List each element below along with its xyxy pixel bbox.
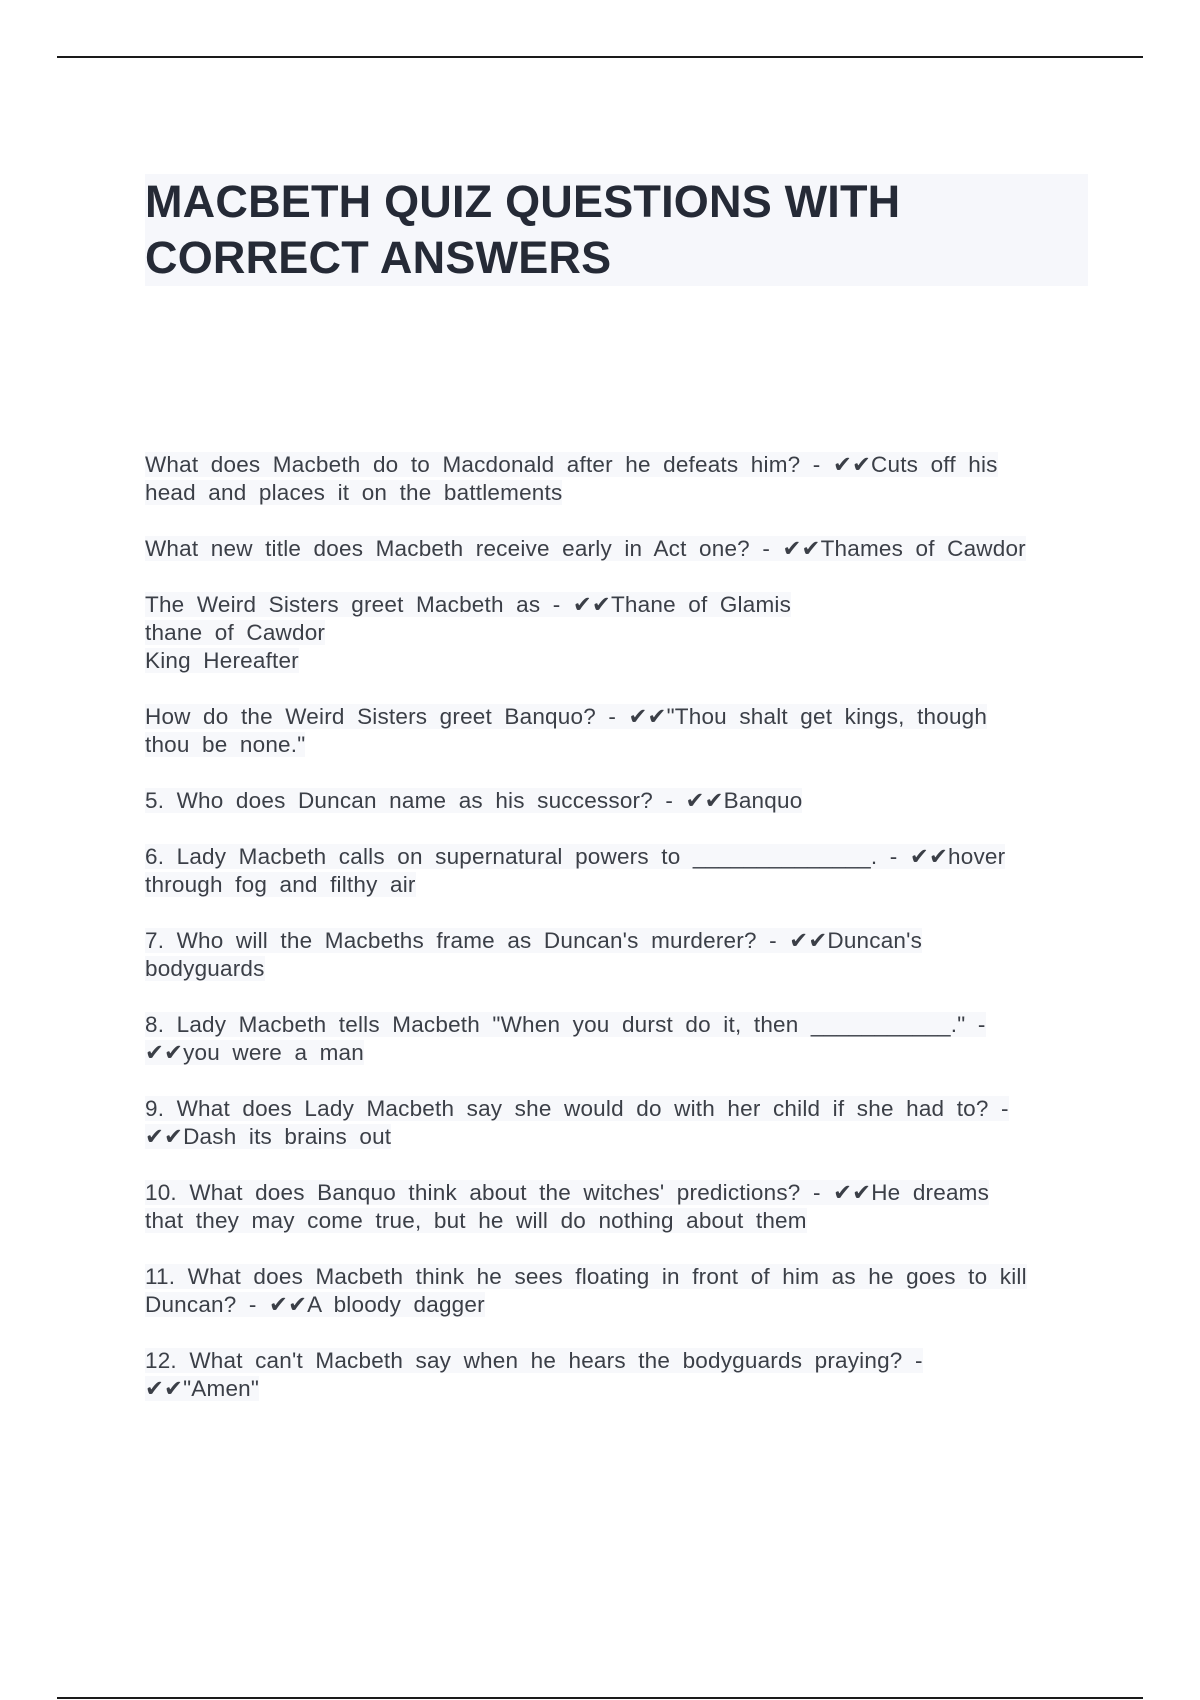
qa-text: 12. What can't Macbeth say when he hears the bodyguards praying? - ✔✔"Amen" [145, 1348, 923, 1401]
qa-text: 6. Lady Macbeth calls on supernatural powers to ______________. - ✔✔hover through fog and filthy air [145, 844, 1006, 897]
qa-item [145, 1263, 1085, 1319]
bottom-rule [57, 1697, 1143, 1699]
qa-item [145, 1011, 1085, 1067]
qa-text: What does Macbeth do to Macdonald after he defeats him? - ✔✔Cuts off his head and places it on the battlements [145, 452, 998, 505]
qa-item [145, 703, 1085, 759]
qa-text: 11. What does Macbeth think he sees floating in front of him as he goes to kill Duncan? - ✔✔A bloody dagger [145, 1264, 1027, 1317]
qa-item [145, 1347, 1085, 1403]
qa-item [145, 535, 1085, 563]
title-block [145, 174, 1088, 286]
qa-text: How do the Weird Sisters greet Banquo? - ✔✔"Thou shalt get kings, though thou be none." [145, 704, 988, 757]
qa-item [145, 843, 1085, 899]
qa-item [145, 1179, 1085, 1235]
qa-item [145, 1095, 1085, 1151]
qa-text: 8. Lady Macbeth tells Macbeth "When you durst do it, then ___________." - ✔✔you were a man [145, 1012, 986, 1065]
qa-text: 10. What does Banquo think about the witches' predictions? - ✔✔He dreams that they may come true, but he will do nothing about them [145, 1180, 990, 1233]
qa-text: 9. What does Lady Macbeth say she would do with her child if she had to? - ✔✔Dash its brains out [145, 1096, 1009, 1149]
qa-text: 7. Who will the Macbeths frame as Duncan's murderer? - ✔✔Duncan's bodyguards [145, 928, 923, 981]
document-title: MACBETH QUIZ QUESTIONS WITH CORRECT ANSWERS [145, 176, 901, 283]
qa-item [145, 451, 1085, 507]
qa-item [145, 927, 1085, 983]
qa-list [145, 451, 1085, 1431]
qa-item [145, 787, 1085, 815]
qa-text: The Weird Sisters greet Macbeth as - ✔✔Thane of Glamis thane of Cawdor King Hereafter [145, 592, 792, 673]
top-rule [57, 56, 1143, 58]
qa-text: What new title does Macbeth receive early in Act one? - ✔✔Thames of Cawdor [145, 536, 1026, 561]
qa-text: 5. Who does Duncan name as his successor? - ✔✔Banquo [145, 788, 803, 813]
qa-item [145, 591, 1085, 675]
